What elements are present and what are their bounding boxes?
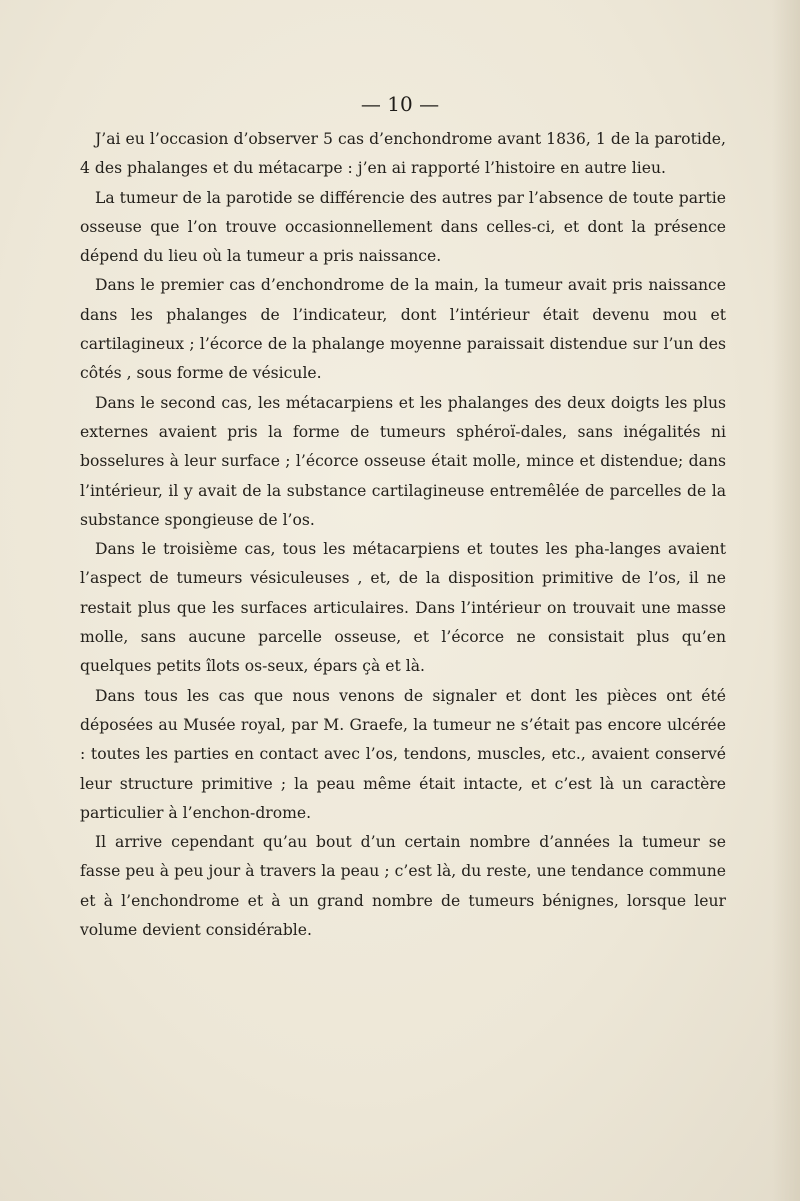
page-edge-shadow [772,0,800,1201]
paragraph-2: La tumeur de la parotide se différencie des autres par l’absence de toute partie osseuse que l’on trouve occasionnellement dans celles-ci, et dont la présence dépend du lieu où la tumeur a pris naissance. [80,188,726,266]
page-number: — 10 — [360,92,440,116]
paragraph-1: J’ai eu l’occasion d’observer 5 cas d’enchondrome avant 1836, 1 de la parotide, 4 des phalanges et du métacarpe : j’en ai rapporté l’histoire en autre lieu. [80,130,726,178]
paragraph-3: Dans le premier cas d’enchondrome de la main, la tumeur avait pris naissance dans les phalanges de l’indicateur, dont l’intérieur était devenu mou et cartilagineux ; l’écorce de la phalange moyenne paraissait distendue sur l’un des côtés , sous forme de vésicule. [80,276,726,383]
body-text [80,125,726,945]
paragraph-4: Dans le second cas, les métacarpiens et les phalanges des deux doigts les plus externes avaient pris la forme de tumeurs sphéroï-dales, sans inégalités ni bosselures à leur surface ; l’écorce osseuse était molle, mince et distendue; dans l’intérieur, il y avait de la substance cartilagineuse entremêlée de parcelles de la substance spongieuse de l’os. [80,393,726,529]
paragraph-6: Dans tous les cas que nous venons de signaler et dont les pièces ont été déposées au Musée royal, par M. Graefe, la tumeur ne s’était pas encore ulcérée : toutes les parties en contact avec l’os, tendons, muscles, etc., avaient conservé leur structure primitive ; la peau même était intacte, et c’est là un caractère particulier à l’enchon-drome. [80,686,726,822]
paragraph-7: Il arrive cependant qu’au bout d’un certain nombre d’années la tumeur se fasse peu à peu jour à travers la peau ; c’est là, du reste, une tendance commune et à l’enchondrome et à un grand nombre de tumeurs bénignes, lorsque leur volume devient considérable. [80,833,726,940]
paragraph-5: Dans le troisième cas, tous les métacarpiens et toutes les pha-langes avaient l’aspect de tumeurs vésiculeuses , et, de la disposition primitive de l’os, il ne restait plus que les surfaces articulaires. Dans l’intérieur on trouvait une masse molle, sans aucune parcelle osseuse, et l’écorce ne consistait plus qu’en quelques petits îlots os-seux, épars çà et là. [80,540,726,676]
